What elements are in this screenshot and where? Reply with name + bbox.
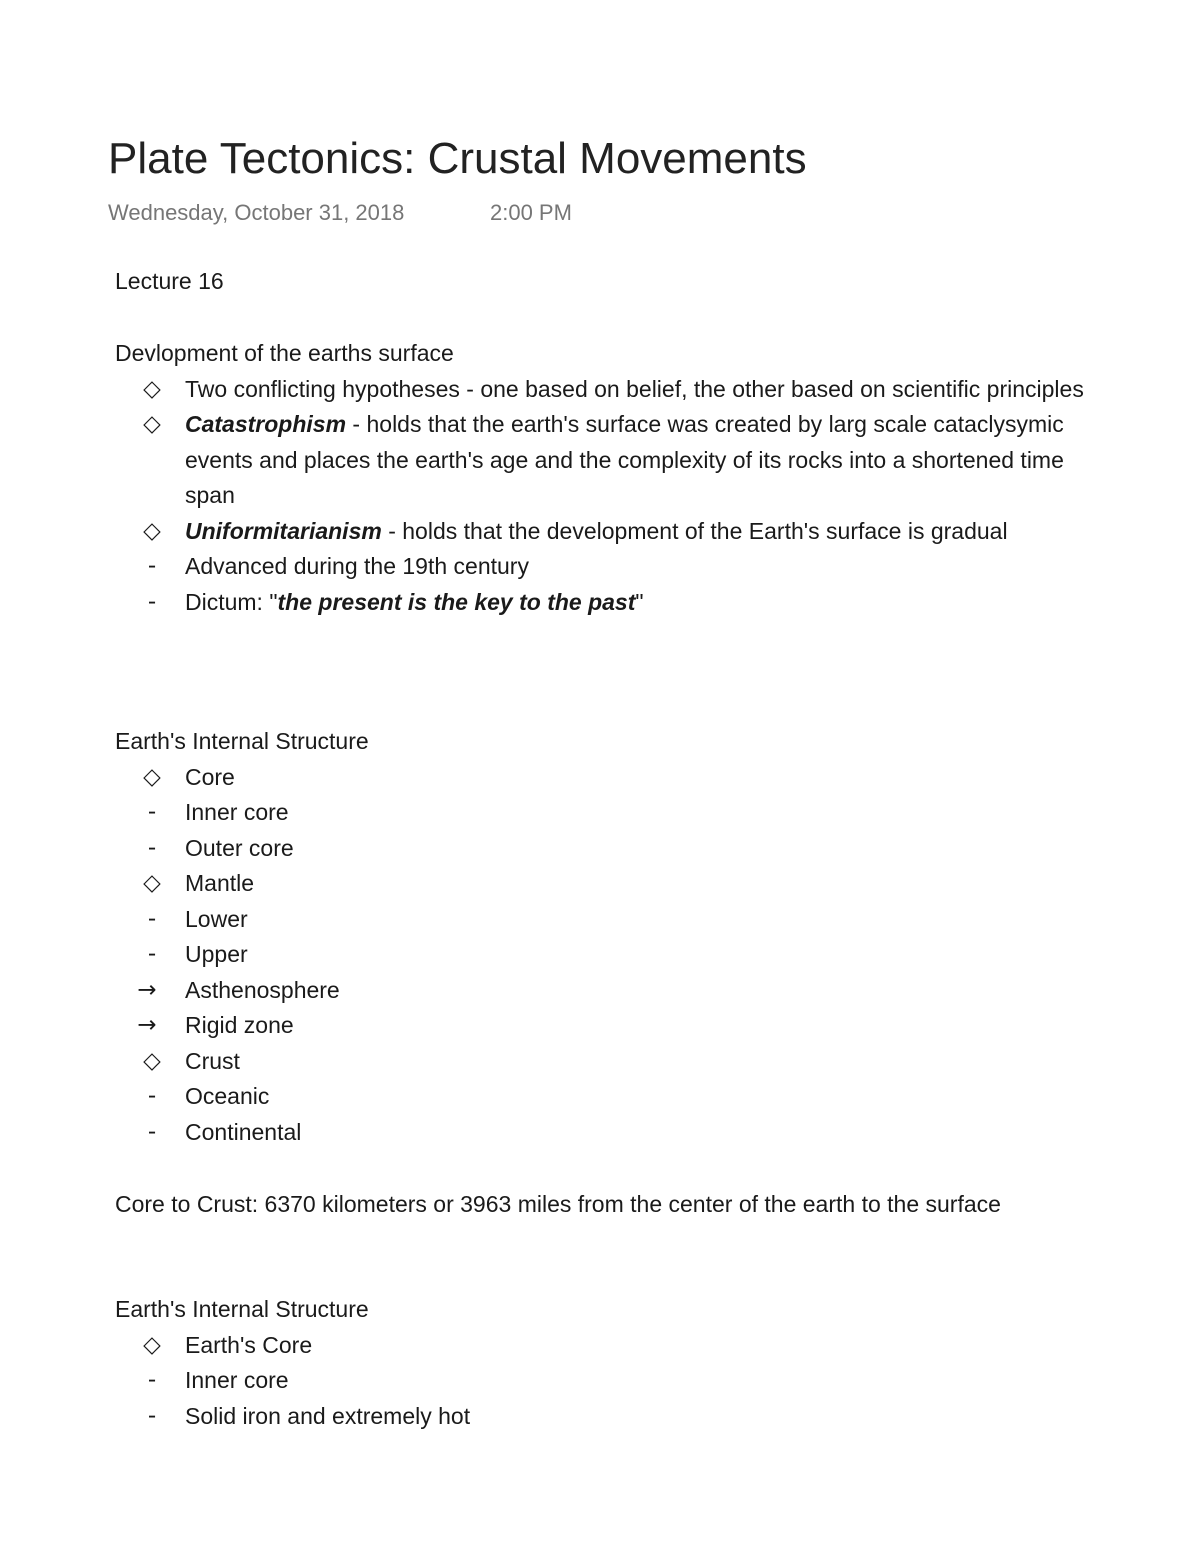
term-uniformitarianism: Uniformitarianism bbox=[185, 517, 382, 544]
dash-bullet-icon: - bbox=[147, 905, 157, 932]
list-item-text: Outer core bbox=[185, 834, 294, 861]
list-item bbox=[115, 1363, 1115, 1399]
arrow-bullet-icon: → bbox=[137, 976, 157, 1003]
list-item bbox=[115, 937, 1115, 973]
list-item-text: Two conflicting hypotheses - one based on belief, the other based on scientific principles bbox=[185, 375, 1084, 402]
section-internal-structure-2 bbox=[115, 1292, 1115, 1434]
list-item bbox=[115, 902, 1115, 938]
list-item bbox=[115, 1008, 1115, 1044]
list-item-text: Rigid zone bbox=[185, 1012, 294, 1038]
list-item bbox=[115, 372, 1115, 408]
list-item bbox=[115, 866, 1115, 902]
note-date: Wednesday, October 31, 2018 bbox=[108, 200, 405, 225]
dictum-suffix: " bbox=[635, 588, 644, 615]
list-item-text bbox=[185, 514, 1115, 550]
dash-bullet-icon: - bbox=[147, 1402, 157, 1429]
dash-bullet-icon: - bbox=[147, 941, 157, 967]
paragraph-text: Core to Crust: 6370 kilometers or 3963 miles from the center of the earth to the surface bbox=[115, 1191, 1001, 1217]
term-definition: - holds that the earth's surface was created by larg scale cataclysymic events and places the earth's age and the complexity of its rocks into a shortened time span bbox=[185, 411, 1064, 508]
list-item-text: Asthenosphere bbox=[185, 976, 340, 1003]
diamond-bullet-icon: ◇ bbox=[143, 1047, 161, 1074]
section-heading: Earth's Internal Structure bbox=[115, 1296, 369, 1322]
list-item bbox=[115, 760, 1115, 796]
term-catastrophism: Catastrophism bbox=[185, 411, 347, 437]
page-metadata bbox=[108, 198, 572, 228]
list-item-text: Upper bbox=[185, 941, 248, 967]
list-item bbox=[115, 831, 1115, 867]
list-item bbox=[115, 1328, 1115, 1364]
section-internal-structure bbox=[115, 724, 1115, 1150]
list-item bbox=[115, 407, 1115, 514]
section-surface-development bbox=[115, 336, 1115, 620]
diamond-bullet-icon: ◇ bbox=[143, 1331, 161, 1358]
dash-bullet-icon: - bbox=[147, 1083, 157, 1109]
list-item bbox=[115, 1079, 1115, 1115]
arrow-bullet-icon: → bbox=[137, 1012, 157, 1038]
list-item bbox=[115, 1399, 1115, 1435]
note-time: 2:00 PM bbox=[490, 200, 572, 225]
page-title: Plate Tectonics: Crustal Movements bbox=[108, 134, 807, 183]
list-item bbox=[115, 514, 1115, 550]
diamond-bullet-icon: ◇ bbox=[143, 375, 161, 402]
list-item-text: Continental bbox=[185, 1118, 302, 1145]
dash-bullet-icon: - bbox=[147, 799, 157, 825]
dash-bullet-icon: - bbox=[147, 553, 157, 579]
list-item-text: Crust bbox=[185, 1047, 240, 1074]
dictum-prefix: Dictum: " bbox=[185, 588, 278, 615]
list-item-text: Solid iron and extremely hot bbox=[185, 1402, 471, 1429]
diamond-bullet-icon: ◇ bbox=[143, 411, 161, 437]
dash-bullet-icon: - bbox=[147, 834, 157, 861]
dash-bullet-icon: - bbox=[147, 588, 157, 615]
section-heading: Earth's Internal Structure bbox=[115, 728, 369, 754]
dictum-quote: the present is the key to the past bbox=[277, 588, 636, 615]
list-item-text: Inner core bbox=[185, 1367, 289, 1393]
list-item-text: Earth's Core bbox=[185, 1331, 313, 1358]
list-item-text: Mantle bbox=[185, 870, 255, 896]
list-item bbox=[115, 973, 1115, 1009]
list-item bbox=[115, 1044, 1115, 1080]
list-item bbox=[115, 585, 1115, 621]
list-item-text: Oceanic bbox=[185, 1083, 270, 1109]
list-item-text: Advanced during the 19th century bbox=[185, 553, 529, 579]
list-item-text bbox=[185, 585, 1115, 621]
diamond-bullet-icon: ◇ bbox=[143, 517, 161, 544]
lecture-label-block bbox=[115, 264, 1115, 300]
list-item-text bbox=[185, 407, 1115, 514]
list-item bbox=[115, 795, 1115, 831]
list-item-text: Inner core bbox=[185, 799, 289, 825]
term-definition: - holds that the development of the Earth's surface is gradual bbox=[381, 517, 1008, 544]
section-heading: Devlopment of the earths surface bbox=[115, 340, 454, 366]
diamond-bullet-icon: ◇ bbox=[143, 763, 161, 790]
lecture-label: Lecture 16 bbox=[115, 268, 224, 294]
dash-bullet-icon: - bbox=[147, 1367, 157, 1393]
list-item bbox=[115, 549, 1115, 585]
list-item-text: Core bbox=[185, 763, 235, 790]
list-item bbox=[115, 1115, 1115, 1151]
dash-bullet-icon: - bbox=[147, 1118, 157, 1145]
list-item-text: Lower bbox=[185, 905, 248, 932]
core-to-crust-paragraph bbox=[115, 1187, 1075, 1223]
diamond-bullet-icon: ◇ bbox=[143, 870, 161, 896]
